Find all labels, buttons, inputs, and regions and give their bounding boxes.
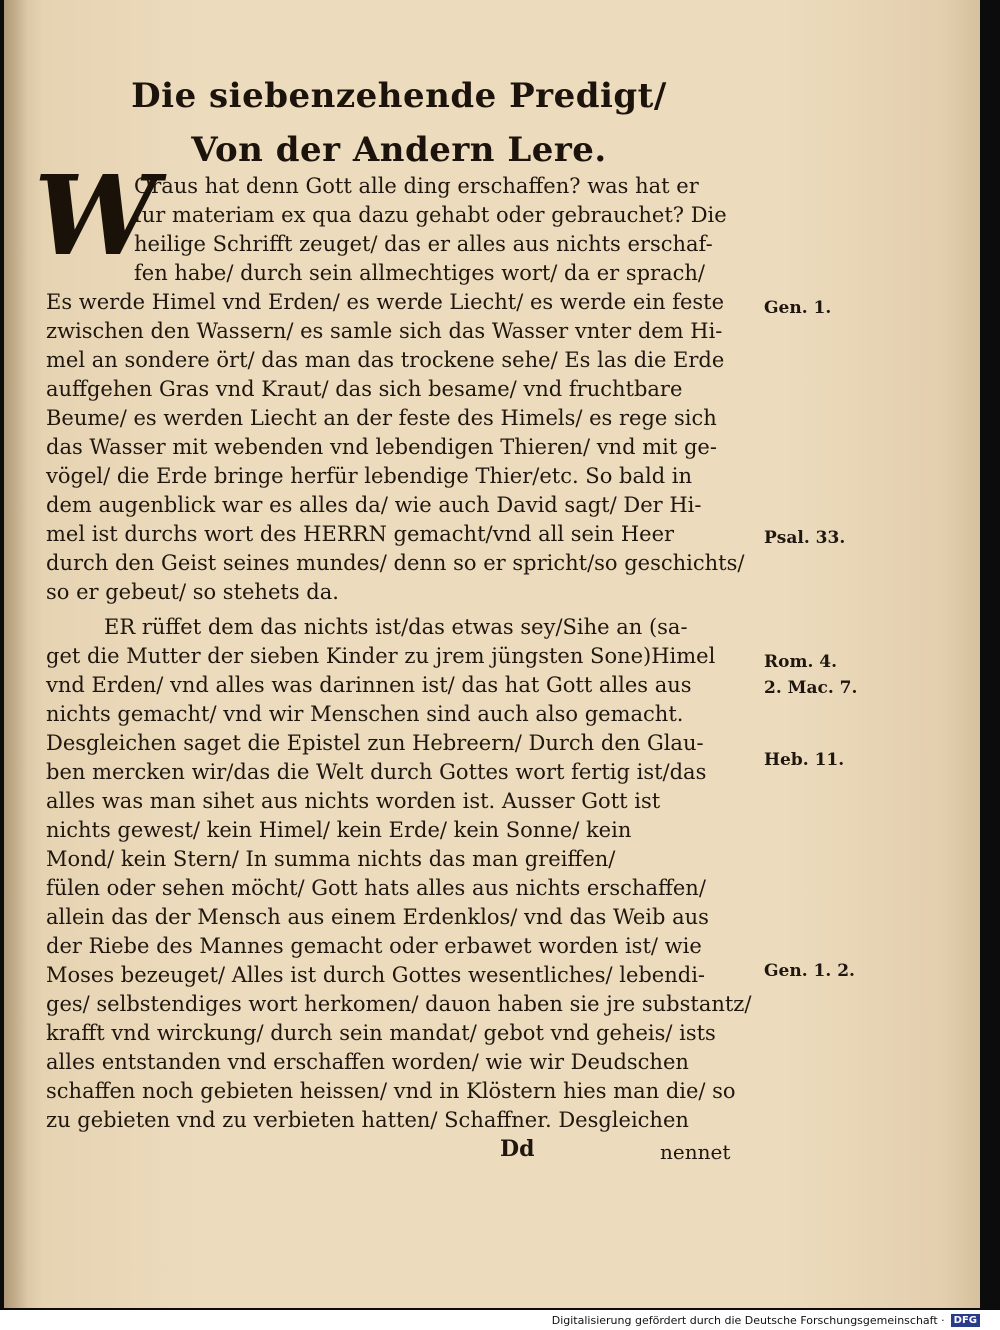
text-line: Oraus hat denn Gott alle ding erschaffen? was hat er [134,174,699,198]
text-line: fur materiam ex qua dazu gehabt oder gebrauchet? Die [134,203,727,227]
text-line: mel ist durchs wort des HERRN gemacht/vnd all sein Heer [46,522,675,546]
decorated-initial: W [34,151,158,280]
margin-note: Psal. 33. [764,528,846,548]
page-gutter-shadow [4,0,28,1308]
text-line: zwischen den Wassern/ es samle sich das Wasser vnter dem Hi- [46,319,723,343]
text-line: dem augenblick war es alles da/ wie auch David sagt/ Der Hi- [46,493,702,517]
text-line: fen habe/ durch sein allmechtiges wort/ da er sprach/ [134,261,705,285]
text-line: Moses bezeuget/ Alles ist durch Gottes wesentliches/ lebendi- [46,963,706,987]
margin-note: Heb. 11. [764,750,845,770]
text-line: durch den Geist seines mundes/ denn so er spricht/so geschichts/ [46,551,745,575]
text-line: Beume/ es werden Liecht an der feste des Himels/ es rege sich [46,406,717,430]
text-line: vnd Erden/ vnd alles was darinnen ist/ das hat Gott alles aus [46,673,692,697]
text-line: vögel/ die Erde bringe herfür lebendige Thier/etc. So bald in [46,464,693,488]
margin-note: Gen. 1. [764,298,832,318]
signature-mark: Dd [500,1136,535,1162]
text-line: das Wasser mit webenden vnd lebendigen Thieren/ vnd mit ge- [46,435,717,459]
text-line: Desgleichen saget die Epistel zun Hebreern/ Durch den Glau- [46,731,704,755]
text-line: so er gebeut/ so stehets da. [46,580,339,604]
text-line: auffgehen Gras vnd Kraut/ das sich besame/ vnd fruchtbare [46,377,683,401]
text-line: allein das der Mensch aus einem Erdenklos/ vnd das Weib aus [46,905,709,929]
text-line: alles entstanden vnd erschaffen worden/ wie wir Deudschen [46,1050,689,1074]
text-line: nichts gewest/ kein Himel/ kein Erde/ kein Sonne/ kein [46,818,632,842]
text-line: der Riebe des Mannes gemacht oder erbawet worden ist/ wie [46,934,702,958]
margin-note: Gen. 1. 2. [764,961,855,981]
text-line: ben mercken wir/das die Welt durch Gottes wort fertig ist/das [46,760,707,784]
margin-note: Rom. 4. [764,652,838,672]
text-line: alles was man sihet aus nichts worden ist. Ausser Gott ist [46,789,661,813]
text-line: fülen oder sehen möcht/ Gott hats alles aus nichts erschaffen/ [46,876,706,900]
text-line: ER rüffet dem das nichts ist/das etwas sey/Sihe an (sa- [104,615,688,639]
text-line: nichts gemacht/ vnd wir Menschen sind auch also gemacht. [46,702,684,726]
text-line: Mond/ kein Stern/ In summa nichts das man greiffen/ [46,847,616,871]
book-page [4,0,980,1308]
text-line: schaffen noch gebieten heissen/ vnd in Klöstern hies man die/ so [46,1079,736,1103]
text-line: Es werde Himel vnd Erden/ es werde Liecht/ es werde ein feste [46,290,725,314]
sermon-subtitle: Von der Andern Lere. [191,130,607,170]
text-line: krafft vnd wirckung/ durch sein mandat/ gebot vnd geheis/ ists [46,1021,716,1045]
footer-text: Digitalisierung gefördert durch die Deutsche Forschungsgemeinschaft · [551,1313,945,1327]
text-line: heilige Schrifft zeuget/ das er alles aus nichts erschaf- [134,232,713,256]
text-line: get die Mutter der sieben Kinder zu jrem jüngsten Sone)Himel [46,644,716,668]
text-line: mel an sondere ört/ das man das trockene sehe/ Es las die Erde [46,348,725,372]
digitization-footer [552,1313,980,1327]
dfg-logo: DFG [951,1314,980,1327]
catchword: nennet [660,1140,731,1164]
text-line: ges/ selbstendiges wort herkomen/ dauon haben sie jre substantz/ [46,992,752,1016]
margin-note: 2. Mac. 7. [764,678,858,698]
sermon-title: Die siebenzehende Predigt/ [131,76,667,116]
text-line: zu gebieten vnd zu verbieten hatten/ Schaffner. Desgleichen [46,1108,689,1132]
